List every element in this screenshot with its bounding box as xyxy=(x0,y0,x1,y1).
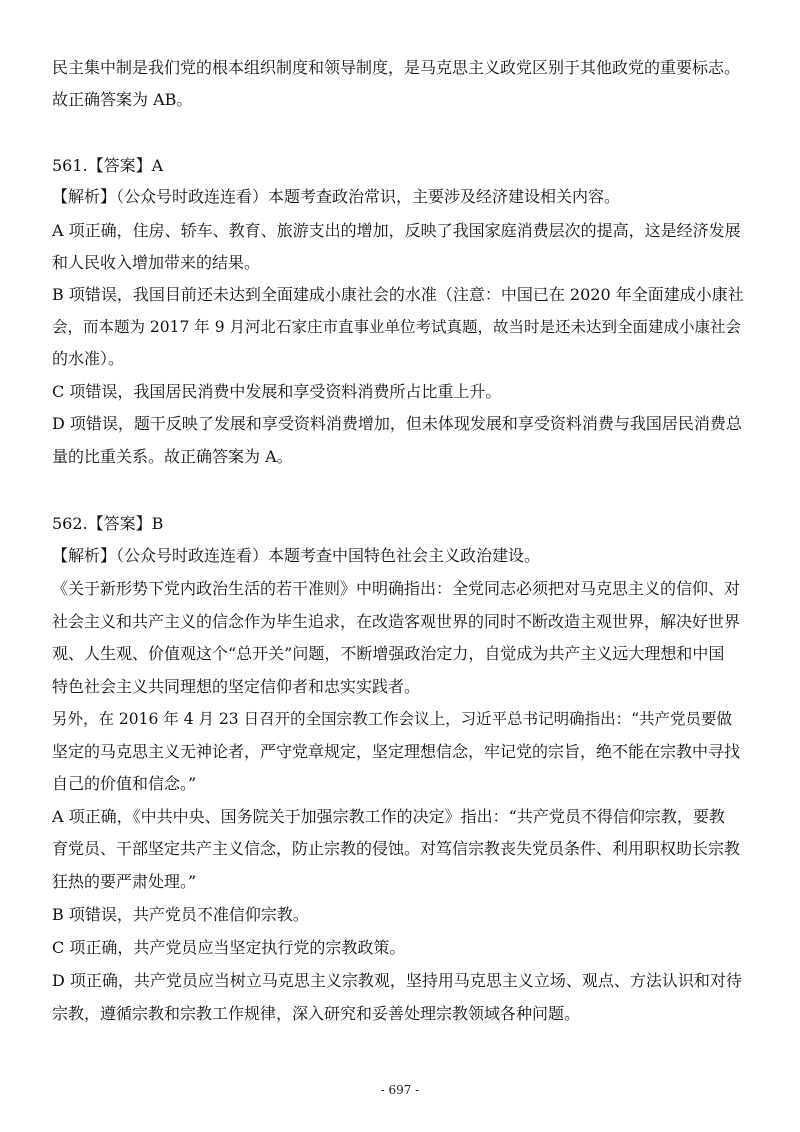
page-number: - 697 - xyxy=(380,1083,420,1097)
question-562-option-a-line-1: A 项正确，《中共中央、国务院关于加强宗教工作的决定》指出：“共产党员不得信仰宗教，要教 xyxy=(52,807,725,826)
question-562-option-a-line-2: 育党员、干部坚定共产主义信念，防止宗教的侵蚀。对笃信宗教丧失党员条件、利用职权助长宗教 xyxy=(52,839,741,858)
question-562-answer-heading: 562.【答案】B xyxy=(52,514,164,533)
question-562-option-a-line-3: 狂热的要严肃处理。” xyxy=(52,872,197,891)
question-561-option-b-line-3: 的水准）。 xyxy=(52,349,125,368)
question-562-body-line-6: 坚定的马克思主义无神论者，严守党章规定，坚定理想信念，牢记党的宗旨，绝不能在宗教中寻找 xyxy=(52,742,741,761)
question-561-option-b-line-2: 会，而本题为 2017 年 9 月河北石家庄市直事业单位考试真题，故当时是还未达到全面建成小康社会 xyxy=(52,318,742,336)
question-562-option-d-line-1: D 项正确，共产党员应当树立马克思主义宗教观，坚持用马克思主义立场、观点、方法认识和对待 xyxy=(52,971,742,990)
question-561-option-b-line-1: B 项错误，我国目前还未达到全面建成小康社会的水准（注意：中国已在 2020 年全面建成小康社 xyxy=(52,285,744,304)
question-561-option-a-line-2: 和人民收入增加带来的结果。 xyxy=(52,253,261,272)
text-line-intro-2: 故正确答案为 AB。 xyxy=(52,90,193,109)
question-561-answer-heading: 561.【答案】A xyxy=(52,156,164,175)
text-line-intro-1: 民主集中制是我们党的根本组织制度和领导制度，是马克思主义政党区别于其他政党的重要标志。 xyxy=(52,58,741,77)
question-562-option-c-line: C 项正确，共产党员应当坚定执行党的宗教政策。 xyxy=(52,938,406,957)
question-562-body-line-4: 特色社会主义共同理想的坚定信仰者和忠实实践者。 xyxy=(52,677,421,696)
question-561-option-d-line-2: 量的比重关系。故正确答案为 A。 xyxy=(52,447,293,466)
question-562-body-line-2: 社会主义和共产主义的信念作为毕生追求，在改造客观世界的同时不断改造主观世界，解决好世界 xyxy=(52,612,741,631)
question-562-option-b-line: B 项错误，共产党员不准信仰宗教。 xyxy=(52,905,309,924)
question-561-option-d-line-1: D 项错误，题干反映了发展和享受资料消费增加，但未体现发展和享受资料消费与我国居民消费总 xyxy=(52,414,742,433)
question-562-analysis-line: 【解析】（公众号时政连连看）本题考查中国特色社会主义政治建设。 xyxy=(52,546,541,565)
question-562-body-line-3: 观、人生观、价值观这个“总开关”问题，不断增强政治定力，自觉成为共产主义远大理想和中国 xyxy=(52,644,725,663)
question-561-analysis-line: 【解析】（公众号时政连连看）本题考查政治常识，主要涉及经济建设相关内容。 xyxy=(52,187,621,206)
question-562-body-line-1: 《关于新形势下党内政治生活的若干准则》中明确指出：全党同志必须把对马克思主义的信仰、对 xyxy=(52,579,741,598)
question-562-body-line-5: 另外，在 2016 年 4 月 23 日召开的全国宗教工作会议上，习近平总书记明确指出：“共产党员要做 xyxy=(52,710,733,728)
question-562-option-d-line-2: 宗教，遵循宗教和宗教工作规律，深入研究和妥善处理宗教领域各种问题。 xyxy=(52,1004,581,1023)
question-562-body-line-7: 自己的价值和信念。” xyxy=(52,774,197,793)
question-561-option-a-line-1: A 项正确，住房、轿车、教育、旅游支出的增加，反映了我国家庭消费层次的提高，这是经济发展 xyxy=(52,221,741,240)
question-561-option-c-line: C 项错误，我国居民消费中发展和享受资料消费所占比重上升。 xyxy=(52,382,502,401)
